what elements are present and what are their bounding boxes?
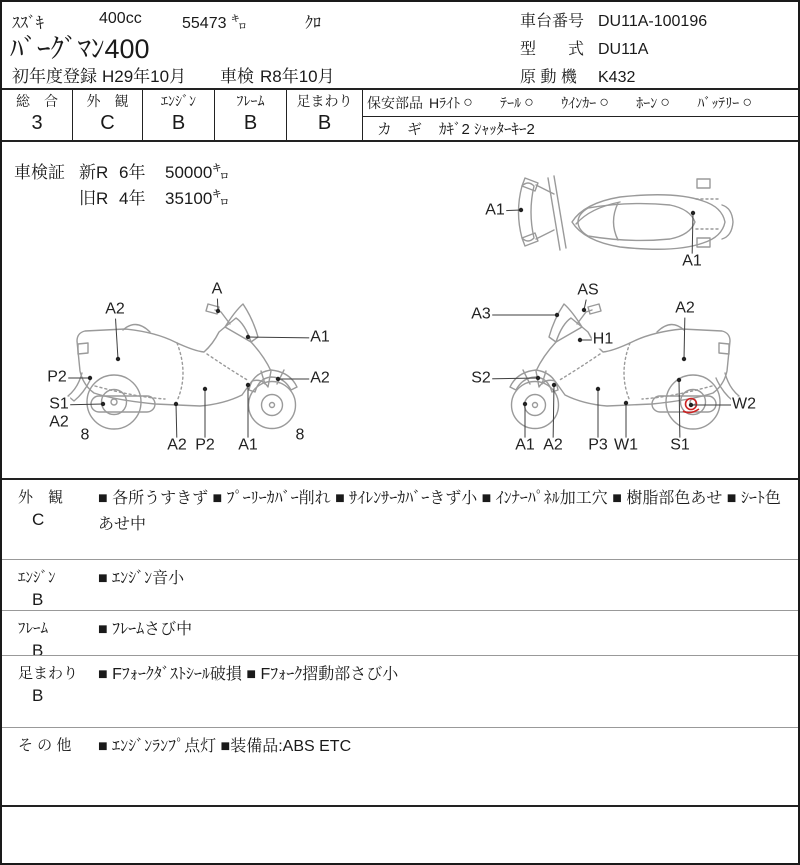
damage-label-a1: A1	[238, 436, 258, 454]
scooter-top-art	[519, 176, 734, 250]
safety-item-horn	[636, 93, 670, 113]
damage-label-a1: A1	[485, 201, 505, 219]
damage-label-w2: W2	[732, 395, 756, 413]
damage-label-a1: A1	[515, 436, 535, 454]
condition-label: 足まわり	[18, 665, 79, 682]
condition-label: ﾌﾚｰﾑ	[18, 620, 49, 637]
damage-label-p2: P2	[47, 368, 67, 386]
status-circle-icon: ○	[463, 94, 473, 111]
condition-notes: ■ ﾌﾚｰﾑさび中	[98, 621, 193, 638]
model-name-title: ﾊﾞｰｸﾞﾏﾝ400	[10, 34, 150, 64]
empty-footer-row	[2, 805, 798, 863]
safety-item-name: ﾃｰﾙ	[500, 95, 522, 111]
cert-era: 旧R	[79, 189, 109, 208]
maker-name: ｽｽﾞｷ	[12, 15, 45, 32]
grade-label: ｴﾝｼﾞﾝ	[161, 93, 196, 109]
grade-value: B	[243, 112, 258, 134]
condition-row-exterior	[2, 480, 798, 559]
condition-grade: B	[32, 641, 44, 660]
chassis-number-label: 車台番号	[520, 13, 585, 30]
safety-parts-block	[363, 90, 798, 140]
condition-grade: B	[32, 590, 44, 609]
cert-era: 新R	[79, 163, 109, 182]
first-registration-label: 初年度登録	[12, 67, 97, 86]
grade-cell-exterior	[73, 90, 143, 140]
status-circle-icon: ○	[660, 94, 670, 111]
damage-label-a2: A2	[49, 413, 69, 431]
chassis-number-row	[520, 8, 707, 36]
safety-item-taillight	[500, 93, 534, 113]
damage-label-as: AS	[577, 281, 599, 299]
identification-block	[520, 8, 707, 92]
condition-row-engine	[2, 559, 798, 610]
status-circle-icon: ○	[599, 94, 609, 111]
left-side-diagram	[37, 274, 367, 459]
grade-label: 外 観	[86, 93, 129, 109]
damage-label-s1: S1	[49, 395, 69, 413]
grade-label: ﾌﾚｰﾑ	[236, 93, 265, 109]
condition-grade: B	[32, 686, 44, 705]
keys-row	[363, 117, 798, 140]
safety-item-name: ﾎｰﾝ	[636, 95, 658, 111]
safety-parts-row	[363, 90, 798, 117]
damage-label-a2: A2	[167, 436, 187, 454]
engine-code-label: 原 動 機	[520, 69, 577, 86]
condition-label: 外 観	[18, 489, 64, 506]
inspection-cert-block	[14, 160, 229, 212]
safety-item-name: ﾊﾞｯﾃﾘｰ	[697, 95, 740, 111]
damage-label-a1: A1	[310, 328, 330, 346]
condition-row-frame	[2, 610, 798, 660]
safety-item-battery	[697, 93, 752, 113]
inspection-value: R8年10月	[260, 67, 335, 86]
cert-mileage: 50000㌔	[165, 163, 230, 182]
inspection-cert-row-new	[14, 160, 229, 186]
condition-label: そ の 他	[18, 737, 72, 754]
safety-item-winker	[561, 93, 609, 113]
condition-row-other	[2, 727, 798, 805]
grade-cell-engine	[143, 90, 215, 140]
safety-parts-label: 保安部品	[367, 95, 423, 111]
keys-label: カ ギ	[377, 121, 423, 138]
grade-label: 総 合	[16, 93, 58, 109]
condition-notes: ■ ｴﾝｼﾞﾝ音小	[98, 570, 185, 587]
condition-table	[2, 478, 798, 863]
condition-row-undercarriage	[2, 655, 798, 727]
condition-label: ｴﾝｼﾞﾝ	[18, 569, 56, 586]
damage-label-p3: P3	[588, 436, 608, 454]
chassis-number-value: DU11A-100196	[598, 13, 708, 30]
damage-label-s1: S1	[670, 436, 690, 454]
grade-cell-overall	[2, 90, 73, 140]
grade-strip	[2, 88, 798, 142]
damage-label-w1: W1	[614, 436, 638, 454]
inspection-cert-row-old	[14, 186, 229, 212]
damage-label-a2: A2	[675, 299, 695, 317]
condition-notes: ■ Fﾌｫｰｸﾀﾞｽﾄｼｰﾙ破損 ■ Fﾌｫｰｸ摺動部さび小	[98, 666, 399, 683]
mileage-meter: 55473 ㌔	[182, 15, 247, 32]
top-view-diagram	[470, 170, 780, 274]
status-circle-icon: ○	[524, 94, 534, 111]
safety-item-headlight	[429, 93, 473, 113]
damage-label-a2: A2	[543, 436, 563, 454]
grade-label: 足まわり	[296, 93, 353, 109]
cert-year: 6年	[119, 163, 146, 182]
safety-item-name: Hﾗｲﾄ	[429, 95, 461, 111]
model-code-value: DU11A	[598, 41, 649, 58]
damage-label-a1: A1	[682, 252, 702, 270]
condition-grade: C	[32, 510, 45, 529]
displacement: 400cc	[99, 10, 142, 27]
model-code-label: 型 式	[520, 41, 585, 58]
safety-parts-items	[429, 93, 752, 113]
status-circle-icon: ○	[742, 94, 752, 111]
engine-code-value: K432	[598, 69, 636, 86]
grade-value: B	[317, 112, 332, 134]
right-side-diagram	[452, 274, 782, 459]
damage-label-a: A	[211, 280, 223, 298]
body-color: ｸﾛ	[305, 15, 322, 32]
cert-mileage: 35100㌔	[165, 189, 230, 208]
damage-label-p2: P2	[195, 436, 215, 454]
damage-label-h1: H1	[592, 330, 614, 348]
model-code-row	[520, 36, 707, 64]
damage-label-8: 8	[80, 426, 90, 444]
cert-year: 4年	[119, 189, 146, 208]
safety-item-name: ｳｲﾝｶｰ	[561, 95, 597, 111]
grade-cell-undercarriage	[287, 90, 363, 140]
damage-label-a2: A2	[105, 300, 125, 318]
first-registration-value: H29年10月	[102, 67, 187, 86]
damage-label-a2: A2	[310, 369, 330, 387]
keys-value: ｶｷﾞ2 ｼｬｯﾀｰｷｰ2	[439, 121, 535, 138]
condition-notes: ■ 各所うすきず ■ ﾌﾟｰﾘｰｶﾊﾞｰ削れ ■ ｻｲﾚﾝｻｰｶﾊﾞｰきず小 ■ ｲﾝﾅｰﾊﾟﾈﾙ加工穴 ■ 樹脂部色あせ ■ ｼｰﾄ色あせ中	[98, 490, 781, 533]
inspection-cert-label: 車検証	[14, 163, 65, 182]
grade-value: 3	[31, 112, 43, 134]
damage-label-a3: A3	[471, 305, 491, 323]
grade-cell-frame	[215, 90, 287, 140]
grade-value: B	[171, 112, 186, 134]
inspection-label: 車検	[220, 67, 254, 86]
damage-label-s2: S2	[471, 369, 491, 387]
damage-label-8: 8	[295, 426, 305, 444]
grade-value: C	[100, 112, 115, 134]
condition-notes: ■ ｴﾝｼﾞﾝﾗﾝﾌﾟ点灯 ■装備品:ABS ETC	[98, 738, 352, 755]
